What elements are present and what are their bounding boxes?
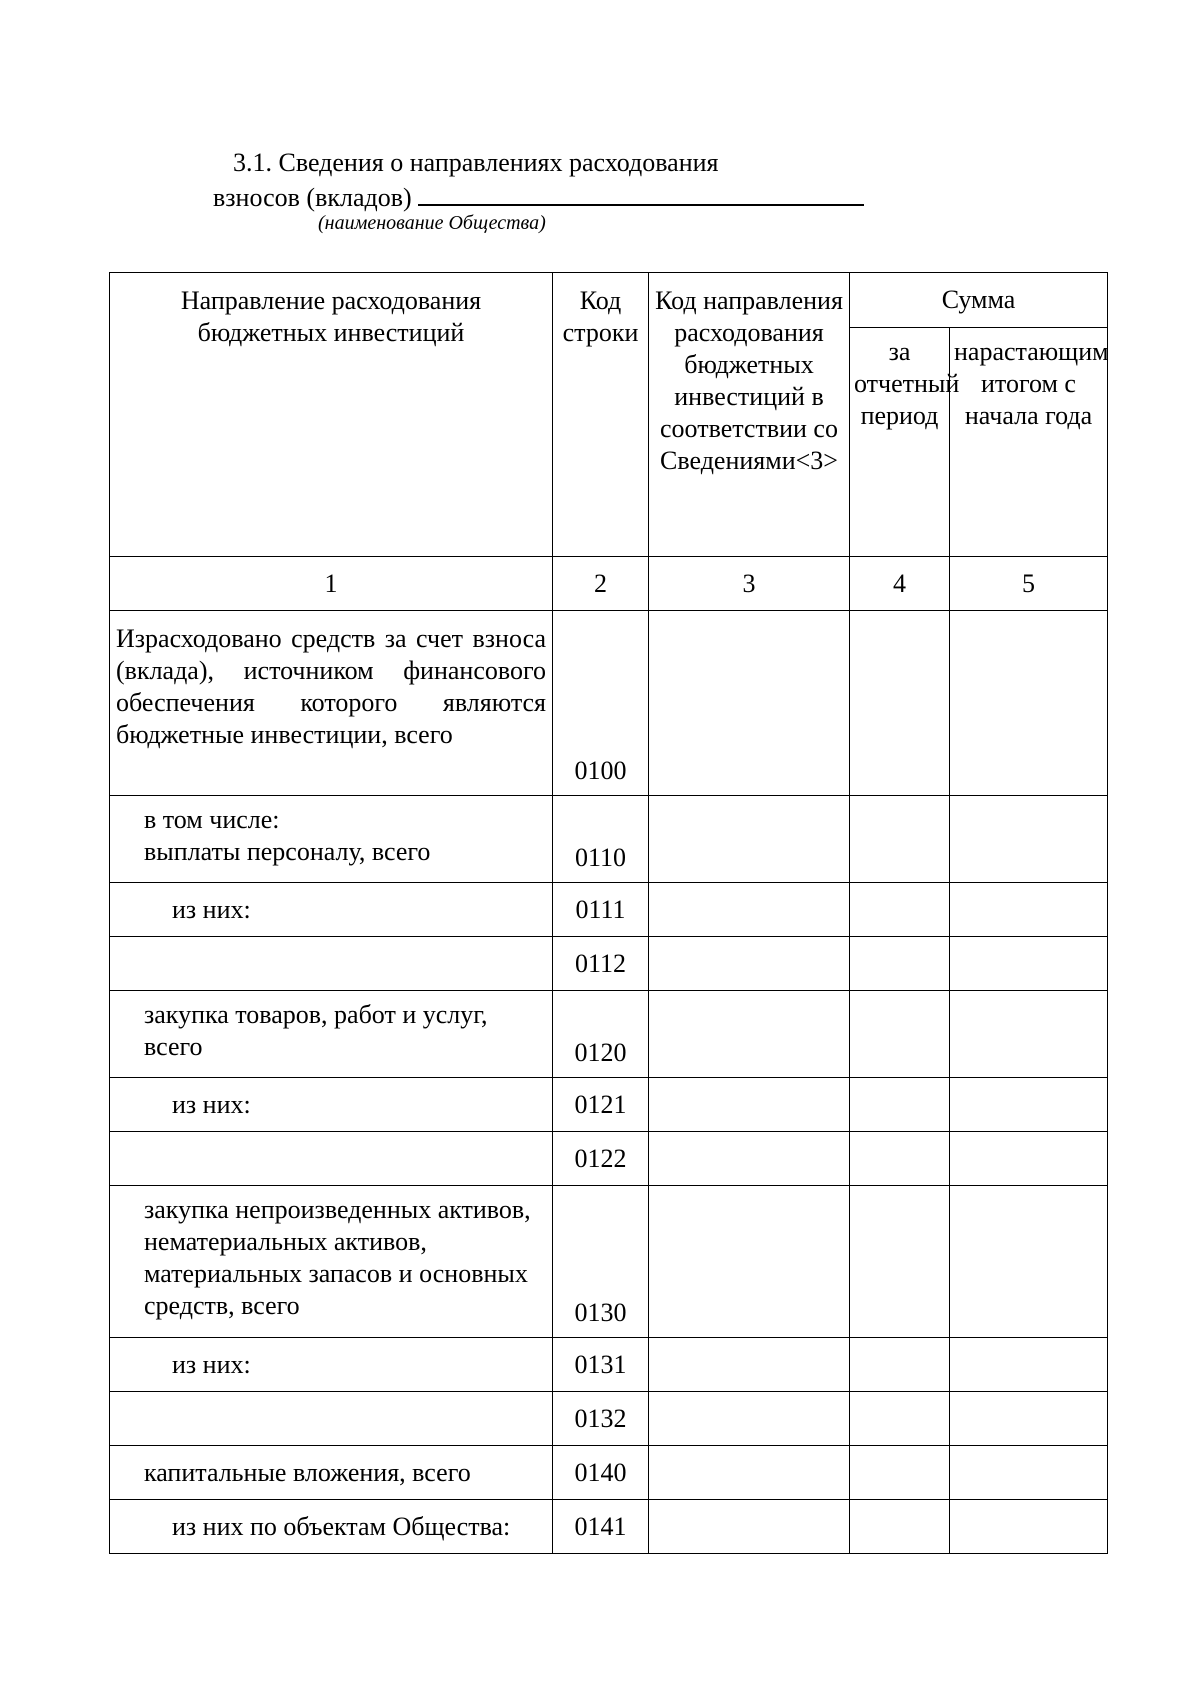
year-to-date-cell[interactable] [950, 1446, 1108, 1500]
reporting-period-cell[interactable] [850, 1392, 950, 1446]
column-number: 3 [649, 557, 850, 611]
reporting-period-cell[interactable] [850, 1338, 950, 1392]
column-number: 5 [950, 557, 1108, 611]
year-to-date-cell[interactable] [950, 883, 1108, 937]
row-label: Израсходовано средств за счет взноса (вклада), источником финансового обеспечения которого являются бюджетные инвестиции, всего [110, 611, 553, 796]
direction-code-cell[interactable] [649, 1132, 850, 1186]
year-to-date-cell[interactable] [950, 991, 1108, 1078]
header-direction-code: Код направления расходования бюджетных инвестиций в соответствии со Сведениями<3> [649, 273, 850, 557]
row-label-field[interactable] [110, 937, 553, 991]
row-code: 0112 [553, 937, 649, 991]
row-code: 0141 [553, 1500, 649, 1554]
row-label: из них по объектам Общества: [110, 1500, 553, 1554]
reporting-period-cell[interactable] [850, 1446, 950, 1500]
row-code: 0140 [553, 1446, 649, 1500]
table-row [110, 1078, 1108, 1132]
header-direction: Направление расходования бюджетных инвестиций [110, 273, 553, 557]
reporting-period-cell[interactable] [850, 883, 950, 937]
row-label: из них: [110, 1338, 553, 1392]
header-year-to-date: нарастающим итогом с начала года [950, 328, 1108, 557]
table-row [110, 883, 1108, 937]
row-code: 0122 [553, 1132, 649, 1186]
header-reporting-period: за отчетный период [850, 328, 950, 557]
row-label-main: выплаты персоналу, всего [144, 837, 431, 866]
row-label: капитальные вложения, всего [110, 1446, 553, 1500]
row-code: 0100 [553, 611, 649, 796]
year-to-date-cell[interactable] [950, 1078, 1108, 1132]
direction-code-cell[interactable] [649, 611, 850, 796]
direction-code-cell[interactable] [649, 1078, 850, 1132]
expenditure-table [109, 272, 1108, 1554]
year-to-date-cell[interactable] [950, 796, 1108, 883]
reporting-period-cell[interactable] [850, 796, 950, 883]
row-label-field[interactable] [110, 1132, 553, 1186]
row-code: 0110 [553, 796, 649, 883]
table-row [110, 991, 1108, 1078]
table-row [110, 1338, 1108, 1392]
row-label: закупка товаров, работ и услуг, всего [110, 991, 553, 1078]
direction-code-cell[interactable] [649, 1392, 850, 1446]
column-number: 4 [850, 557, 950, 611]
row-code: 0120 [553, 991, 649, 1078]
section-title-text: взносов (вкладов) [213, 183, 412, 212]
direction-code-cell[interactable] [649, 1446, 850, 1500]
reporting-period-cell[interactable] [850, 611, 950, 796]
table-row [110, 1186, 1108, 1338]
year-to-date-cell[interactable] [950, 1392, 1108, 1446]
table-row [110, 1500, 1108, 1554]
row-label: закупка непроизведенных активов, нематериальных активов, материальных запасов и основных средств, всего [110, 1186, 553, 1338]
year-to-date-cell[interactable] [950, 1338, 1108, 1392]
direction-code-cell[interactable] [649, 1500, 850, 1554]
table-row [110, 1132, 1108, 1186]
year-to-date-cell[interactable] [950, 1186, 1108, 1338]
row-label-prefix: в том числе: [144, 805, 280, 834]
year-to-date-cell[interactable] [950, 937, 1108, 991]
table-row [110, 796, 1108, 883]
row-label: из них: [110, 883, 553, 937]
row-label-field[interactable] [110, 1392, 553, 1446]
column-number: 2 [553, 557, 649, 611]
row-code: 0121 [553, 1078, 649, 1132]
year-to-date-cell[interactable] [950, 1132, 1108, 1186]
direction-code-cell[interactable] [649, 1186, 850, 1338]
direction-code-cell[interactable] [649, 937, 850, 991]
direction-code-cell[interactable] [649, 991, 850, 1078]
table-row [110, 611, 1108, 796]
table-row [110, 1446, 1108, 1500]
header-line-code: Код строки [553, 273, 649, 557]
section-title-line2 [213, 180, 864, 213]
row-code: 0132 [553, 1392, 649, 1446]
reporting-period-cell[interactable] [850, 991, 950, 1078]
company-name-field[interactable] [418, 180, 864, 206]
reporting-period-cell[interactable] [850, 1132, 950, 1186]
year-to-date-cell[interactable] [950, 1500, 1108, 1554]
reporting-period-cell[interactable] [850, 937, 950, 991]
direction-code-cell[interactable] [649, 883, 850, 937]
table-row [110, 1392, 1108, 1446]
reporting-period-cell[interactable] [850, 1186, 950, 1338]
direction-code-cell[interactable] [649, 1338, 850, 1392]
year-to-date-cell[interactable] [950, 611, 1108, 796]
table-row [110, 937, 1108, 991]
row-label: из них: [110, 1078, 553, 1132]
reporting-period-cell[interactable] [850, 1078, 950, 1132]
section-title: 3.1. Сведения о направлениях расходования [233, 148, 719, 177]
row-code: 0131 [553, 1338, 649, 1392]
company-name-caption: (наименование Общества) [318, 212, 546, 234]
row-code: 0130 [553, 1186, 649, 1338]
column-number: 1 [110, 557, 553, 611]
direction-code-cell[interactable] [649, 796, 850, 883]
reporting-period-cell[interactable] [850, 1500, 950, 1554]
header-sum: Сумма [850, 273, 1108, 328]
row-label [110, 796, 553, 883]
row-code: 0111 [553, 883, 649, 937]
